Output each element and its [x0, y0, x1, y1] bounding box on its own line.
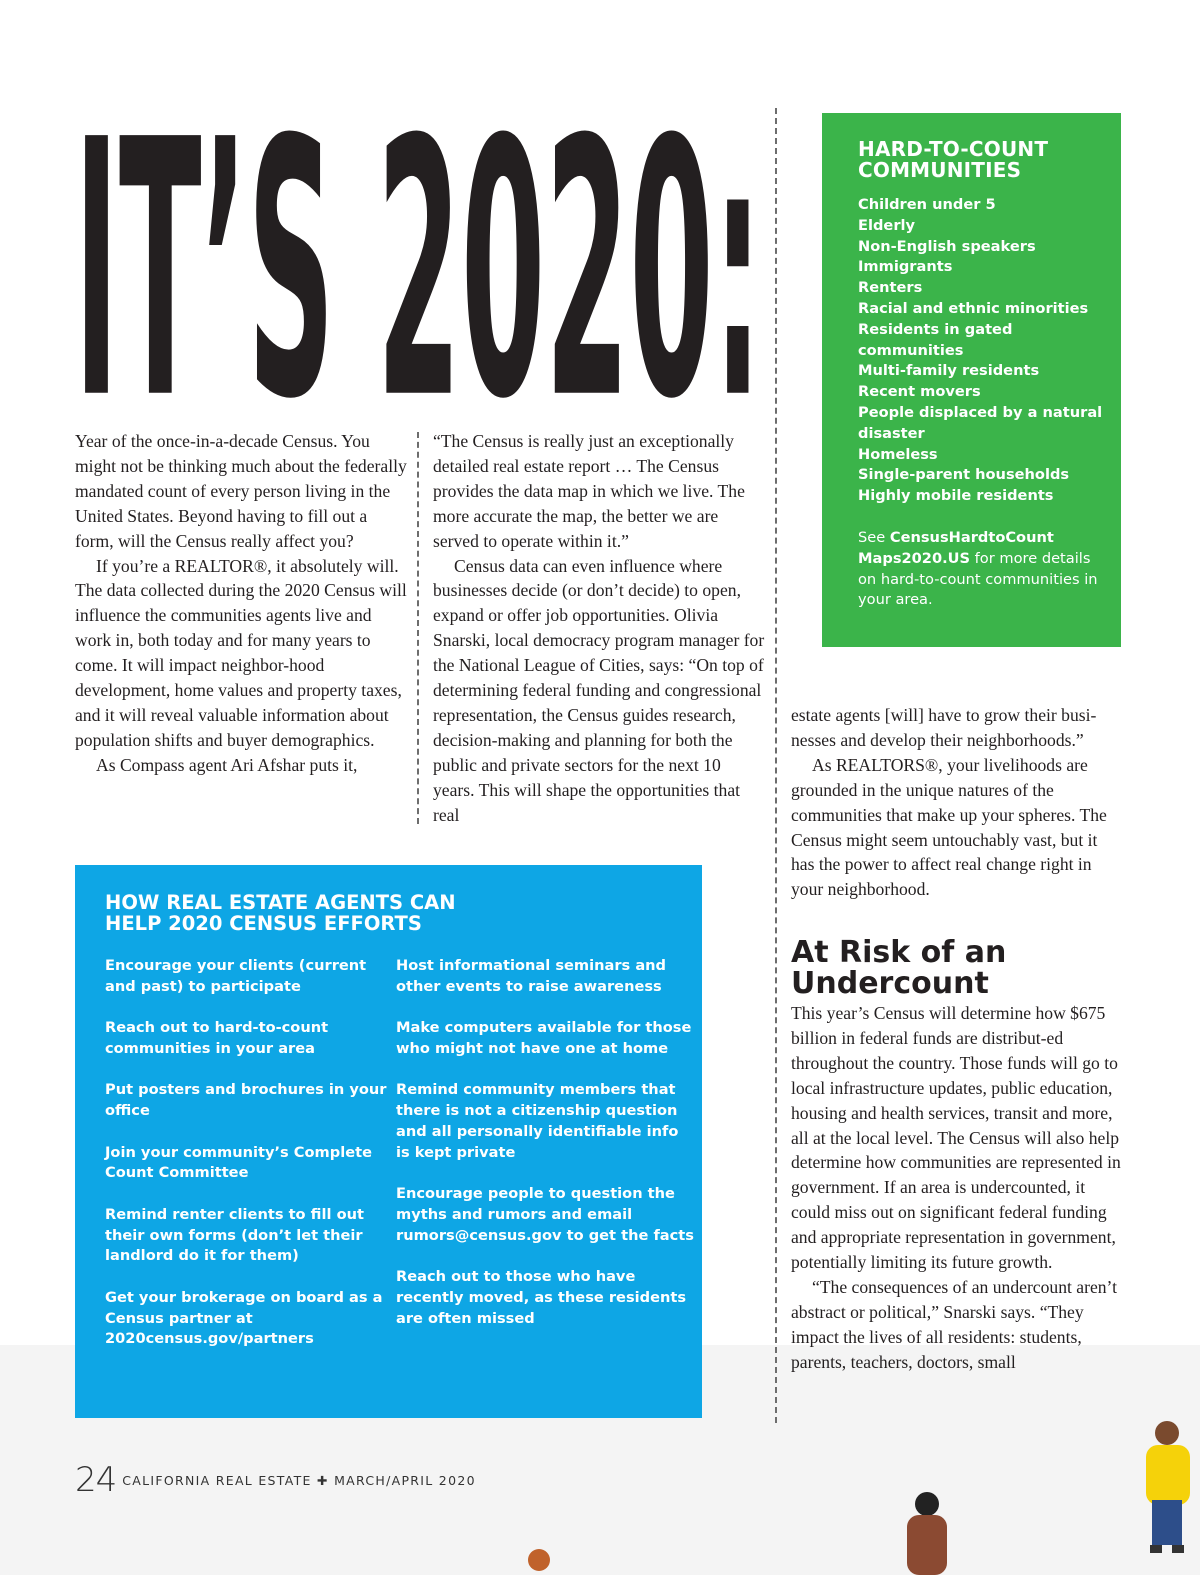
headline-graphic [74, 50, 764, 402]
agents-help-list-left [105, 956, 396, 1371]
agents-help-item: Encourage people to question the myths and rumors and email rumors@census.gov to get the facts [396, 1185, 694, 1244]
body-column-left [75, 429, 407, 778]
agents-help-item: Encourage your clients (current and past) to participate [105, 957, 367, 995]
paragraph: If you’re a REALTOR®, it absolutely will. The data collected during the 2020 Census will influence the communities agents live and work in, both today and for many years to come. It will impact neighbor-hood development, home values and property taxes, and it will reveal valuable information about population shifts and buyer demographics. [75, 555, 407, 750]
hard-to-count-item: Non-English speakers [858, 237, 1036, 255]
paragraph: estate agents [will] have to grow their busi-nesses and develop their neighborhoods.” [791, 705, 1097, 750]
column-divider-right [775, 108, 777, 1423]
agents-help-item: Reach out to hard-to-count communities in your area [105, 1019, 329, 1057]
column-divider-left [417, 432, 419, 824]
hard-to-count-item: Residents in gated communities [858, 320, 1013, 359]
hard-to-count-item: Multi-family residents [858, 362, 1040, 380]
sidebar-title: HARD-TO-COUNT COMMUNITIES [858, 137, 1049, 182]
person-yellow-illustration [1146, 1421, 1190, 1553]
agents-help-list-right [396, 956, 696, 1371]
magazine-issue: CALIFORNIA REAL ESTATE ✚ MARCH/APRIL 2020 [122, 1473, 476, 1488]
agents-help-item: Remind renter clients to fill out their own forms (don’t let their landlord do it for them) [105, 1205, 364, 1265]
agents-help-item: Put posters and brochures in your office [105, 1081, 387, 1120]
body-column-right-bottom [791, 1001, 1123, 1375]
hard-to-count-item: Homeless [858, 445, 938, 463]
person-brown-illustration [907, 1492, 947, 1575]
agents-help-link[interactable]: 2020census.gov/partners [105, 1330, 314, 1348]
paragraph: Census data can even influence where businesses decide (or don’t decide) to open, expand or offer job opportunities. Olivia Snarski, local democracy program manager for the National League of Cities, says: “On top of determining federal funding and congressional representation, the Census guides research, decision-making and planning for both the public and private sectors for the next 10 years. This will shape the opportunities that real [433, 555, 765, 825]
paragraph: “The consequences of an undercount aren’t abstract or political,” Snarski says. “They impact the lives of all residents: students, parents, teachers, doctors, small [791, 1276, 1117, 1372]
agents-help-item: Get your brokerage on board as a Census partner at 2020census.gov/partners [105, 1288, 383, 1348]
paragraph: This year’s Census will determine how $675 billion in federal funds are distribut-ed throughout the country. Those funds will go to local infrastructure updates, public education, housing and health services, transit and more, all at the local level. The Census will also help determine how communities are represented in government. If an area is undercounted, it could miss out on significant federal funding and appropriate representation in government, potentially limiting its future growth. [791, 1003, 1121, 1273]
headline [74, 50, 764, 402]
agents-help-item: Join your community’s Complete Count Committee [105, 1143, 372, 1182]
hard-to-count-item: Children under 5 [858, 196, 996, 213]
hard-to-count-link[interactable]: CensusHardtoCount Maps2020.US [858, 528, 1054, 567]
agents-help-item: Remind community members that there is not a citizenship question and all personally identifiable info is kept private [396, 1081, 679, 1161]
page-number: 24 [75, 1460, 117, 1500]
hard-to-count-item: Immigrants [858, 258, 953, 276]
agents-help-box [75, 865, 702, 1418]
body-column-middle [433, 429, 765, 828]
paragraph: As REALTORS®, your livelihoods are grounded in the unique natures of the communities that make up your spheres. The Census might seem untouchably vast, but it has the power to affect real change right in your neighborhood. [791, 754, 1107, 900]
illustration-people [0, 1400, 1200, 1575]
hard-to-count-item: Renters [858, 279, 923, 297]
agents-help-item: Reach out to those who have recently moved, as these residents are often missed [396, 1268, 687, 1327]
headline-text: IT’S 2020: [74, 65, 762, 402]
agents-help-item: Make computers available for those who might not have one at home [396, 1019, 692, 1057]
paragraph: As Compass agent Ari Afshar puts it, [96, 754, 358, 775]
agents-help-title: HOW REAL ESTATE AGENTS CAN HELP 2020 CENSUS EFFORTS [105, 891, 456, 935]
hard-to-count-item: Highly mobile residents [858, 487, 1054, 505]
paragraph: Year of the once-in-a-decade Census. You might not be thinking much about the federally mandated count of every person living in the United States. Beyond having to fill out a form, will the Census really affect you? [75, 431, 407, 551]
hard-to-count-item: People displaced by a natural disaster [858, 403, 1103, 442]
sidebar-see-more: See CensusHardtoCount Maps2020.US for more details on hard-to-count communities in your area. [858, 528, 1098, 609]
section-heading-at-risk: At Risk of an Undercount [791, 935, 1007, 1001]
hard-to-count-sidebar [822, 113, 1121, 647]
agents-help-item: Host informational seminars and other events to raise awareness [396, 957, 667, 995]
body-column-right-top [791, 703, 1123, 902]
hard-to-count-item: Racial and ethnic minorities [858, 299, 1089, 317]
paragraph: “The Census is really just an exceptionally detailed real estate report … The Census provides the data map in which we live. The more accurate the map, the better we are served to operate within it.” [433, 431, 745, 551]
hard-to-count-item: Recent movers [858, 383, 981, 401]
hard-to-count-item: Single-parent households [858, 466, 1070, 484]
hard-to-count-item: Elderly [858, 216, 916, 234]
person-small-illustration [528, 1549, 550, 1571]
hard-to-count-list [858, 195, 1111, 507]
agents-help-link[interactable]: rumors@census.gov [396, 1226, 562, 1244]
